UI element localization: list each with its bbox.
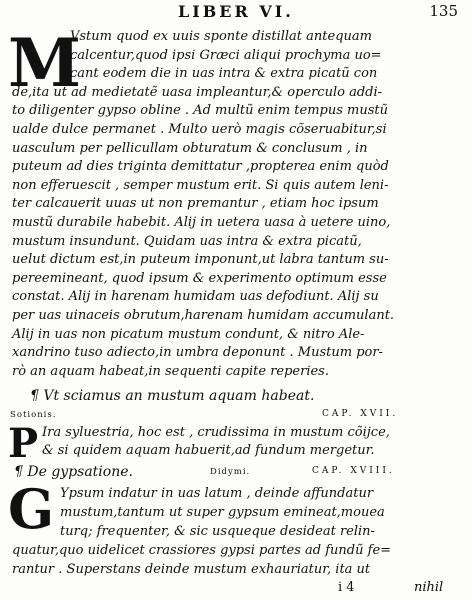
section-1-line: Alij in uas non picatum mustum condunt, & nitro Ale- xyxy=(12,326,365,342)
section-1-line: non efferuescit , semper mustum erit. Si quis autem leni- xyxy=(12,177,389,193)
section-1-line: pereemineant, quod ipsum & experimento optimum esse xyxy=(12,270,387,286)
section-3-line: mustum,tantum ut super gypsum emineat,mouea xyxy=(60,505,385,520)
section-3-line: rantur . Superstans deinde mustum exhauriatur, ita ut xyxy=(12,562,371,577)
section-3-line: quatur,quo uidelicet crassiores gypsi partes ad fundũ fe= xyxy=(12,543,392,558)
drop-cap-g: G xyxy=(8,477,55,541)
section-1-line: ter calcauerit uuas ut non premantur , etiam hoc ipsum xyxy=(12,196,379,212)
section-1-line: ualde dulce permanet . Multo uerò magis cõseruabitur,si xyxy=(12,122,387,137)
section-1-line: uasculum per pellicullam obturatum & conclusum , in xyxy=(12,140,368,156)
section-1-line: Vstum quod ex uuis sponte distillat antequam xyxy=(70,29,372,44)
section-1-line: xandrino tuso adiecto,in umbra deponunt . Mustum por- xyxy=(12,345,383,361)
section-1-line: rò an aquam habeat,in sequenti capite reperies. xyxy=(12,363,329,379)
page-number: 135 xyxy=(429,2,458,20)
signature-mark: i 4 xyxy=(338,580,355,595)
section-1-line: mustũ durabile habebit. Alij in uetera uasa à uetere uino, xyxy=(12,215,391,230)
section-1-line: mustum insundunt. Quidam uas intra & extra picatũ, xyxy=(12,233,362,249)
chapter-17-heading: ¶ Vt sciamus an mustum aquam habeat. xyxy=(30,388,315,404)
section-1-line: puteum ad dies triginta demittatur ,propterea enim quòd xyxy=(12,159,389,175)
chapter-18-author: Didymi. xyxy=(210,467,251,477)
section-1-line: cant eodem die in uas intra & extra picatũ con xyxy=(70,66,378,82)
section-3-line: Ypsum indatur in uas latum , deinde affundatur xyxy=(60,486,374,501)
section-3-line: turq; frequenter, & sic usqueque desideat relin- xyxy=(60,524,375,539)
chapter-17-number: CAP. XVII. xyxy=(322,409,399,419)
chapter-17-author: Sotionis. xyxy=(10,410,57,420)
section-1-line: to diligenter gypso obline . Ad multũ enim tempus mustũ xyxy=(12,103,388,119)
section-2-line: & si quidem aquam habuerit,ad fundum mergetur. xyxy=(42,443,375,458)
section-1-line: calcentur,quod ipsi Græci aliqui prochyma uo= xyxy=(70,47,382,63)
section-1-line: uelut dictum est,in puteum imponunt,ut labra tantum su- xyxy=(12,252,389,268)
catchword: nihil xyxy=(414,580,444,595)
section-1-line: constat. Alij in harenam humidam uas defodiunt. Alij su xyxy=(12,289,379,305)
drop-cap-m: M xyxy=(8,24,82,102)
running-head xyxy=(0,0,472,24)
book-title: LIBER VI. xyxy=(178,2,294,21)
section-1-line: de,ita ut ad medietatẽ uasa impleantur,& operculo addi- xyxy=(12,84,383,100)
chapter-18-heading: ¶ De gypsatione. xyxy=(14,464,133,480)
chapter-18-number: CAP. XVIII. xyxy=(312,466,395,476)
section-1-line: per uas uinaceis obrutum,harenam humidam accumulant. xyxy=(12,308,395,323)
drop-cap-p: P xyxy=(8,420,39,467)
section-2-line: Ira syluestria, hoc est , crudissima in mustum cõijce, xyxy=(42,425,390,440)
